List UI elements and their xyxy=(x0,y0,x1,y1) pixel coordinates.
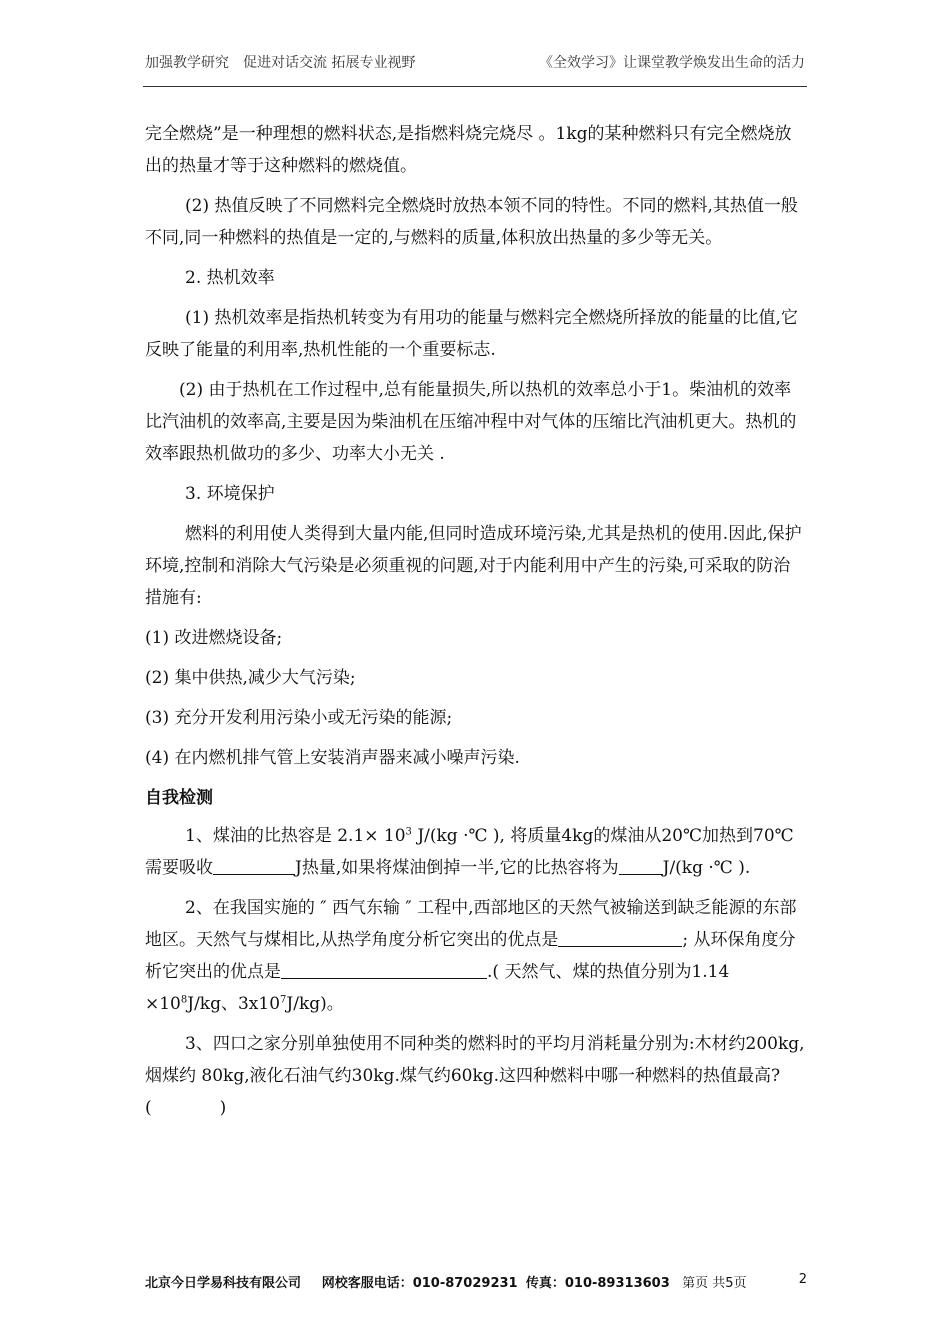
measure-item: (1) 改进燃烧设备; xyxy=(145,628,283,648)
header-divider xyxy=(143,86,807,87)
footer-pages: 第页 共5页 xyxy=(682,1276,747,1291)
question-2 xyxy=(145,892,805,1020)
q2-answer-blank-1[interactable] xyxy=(558,926,682,947)
paragraph-heat-value: (2) 热值反映了不同燃料完全燃烧时放热本领不同的特性。不同的燃料,其热值一般不同,同一种燃料的热值是一定的,与燃料的质量,体积放出热量的多少等无关。 xyxy=(145,196,798,248)
measure-item: (3) 充分开发利用污染小或无污染的能源; xyxy=(145,708,453,728)
header-right-slogan: 《全效学习》让课堂教学焕发出生命的活力 xyxy=(539,55,805,71)
q2-answer-blank-2[interactable] xyxy=(281,958,487,979)
q2-text-b: ; 从环保角度分析它突出的优点是 xyxy=(145,930,796,982)
measure-item: (4) 在内燃机排气管上安装消声器来减小噪声污染. xyxy=(145,748,520,768)
page-content xyxy=(145,118,805,1132)
q2-text-e: J/kg)。 xyxy=(286,994,344,1014)
question-1 xyxy=(145,820,805,884)
q2-text-d: J/kg、3x10 xyxy=(187,994,281,1014)
q1-text-b: J/(kg ·℃ ), 将质量4kg的煤油从20℃加热到70℃需要吸收 xyxy=(145,826,794,878)
q2-text-c: .( 天然气、煤的热值分别为1.14 ×10 xyxy=(145,962,730,1014)
header-left-slogan: 加强教学研究 促进对话交流 拓展专业视野 xyxy=(145,55,416,71)
paragraph-complete-combustion: 完全燃烧”是一种理想的燃料状态,是指燃料烧完烧尽 。1kg的某种燃料只有完全燃烧放出的热量才等于这种燃料的燃烧值。 xyxy=(145,124,792,176)
q1-exponent: 3 xyxy=(405,826,412,838)
paragraph-efficiency-definition: (1) 热机效率是指热机转变为有用功的能量与燃料完全燃烧所择放的能量的比值,它反映了能量的利用率,热机性能的一个重要标志. xyxy=(145,308,798,360)
question-3: 3、四口之家分别单独使用不同种类的燃料时的平均月消耗量分别为:木材约200kg,烟煤约 80kg,液化石油气约30kg.煤气约60kg.这四种燃料中哪一种燃料的热值最高?( ) xyxy=(145,1034,805,1118)
q1-answer-blank-2[interactable] xyxy=(619,854,663,875)
section-environmental-protection: 3. 环境保护 xyxy=(185,484,275,504)
q1-text-d: J/(kg ·℃ ). xyxy=(662,858,751,878)
footer-phone: 网校客服电话：010-87029231 xyxy=(321,1276,518,1291)
q1-answer-blank-1[interactable] xyxy=(213,854,295,875)
footer-company: 北京今日学易科技有限公司 xyxy=(145,1276,302,1291)
section-heat-engine-efficiency: 2. 热机效率 xyxy=(185,268,275,288)
q1-text-c: J热量,如果将煤油倒掉一半,它的比热容将为 xyxy=(295,858,619,878)
q2-exponent-1: 8 xyxy=(180,994,188,1006)
self-test-title: 自我检测 xyxy=(145,788,213,808)
footer-page-number: 2 xyxy=(798,1272,807,1287)
page-footer xyxy=(145,1272,807,1291)
paragraph-efficiency-loss: (2) 由于热机在工作过程中,总有能量损失,所以热机的效率总小于1。柴油机的效率比汽油机的效率高,主要是因为柴油机在压缩冲程中对气体的压缩比汽油机更大。热机的效率跟热机做功的多少、功率大小无关 . xyxy=(145,380,797,464)
q1-text-a: 1、煤油的比热容是 2.1× 10 xyxy=(185,826,406,846)
q2-exponent-2: 7 xyxy=(280,994,287,1006)
footer-fax: 传真：010-89313603 xyxy=(525,1276,670,1291)
measure-item: (2) 集中供热,减少大气污染; xyxy=(145,668,356,688)
paragraph-pollution: 燃料的利用使人类得到大量内能,但同时造成环境污染,尤其是热机的使用.因此,保护环境,控制和消除大气污染是必须重视的问题,对于内能利用中产生的污染,可采取的防治措施有: xyxy=(145,524,802,608)
q2-text-a: 2、在我国实施的 ″ 西气东输 ″ 工程中,西部地区的天然气被输送到缺乏能源的东部地区。天然气与煤相比,从热学角度分析它突出的优点是 xyxy=(145,898,797,950)
